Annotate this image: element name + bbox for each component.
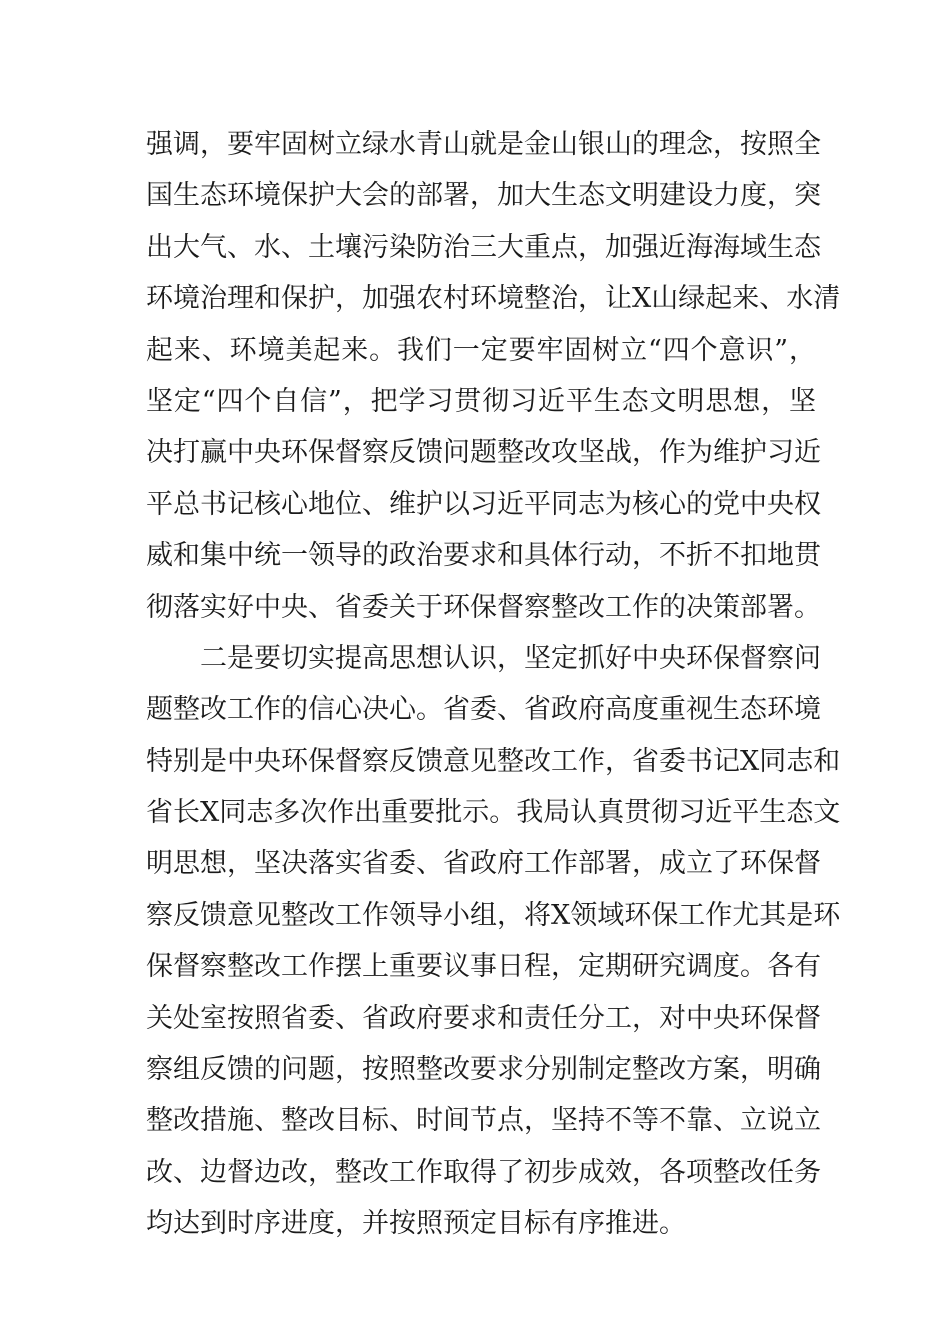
text-line: 特别是中央环保督察反馈意见整改工作，省委书记X同志和 [146,745,841,777]
text-line: 出大气、水、土壤污染防治三大重点，加强近海海域生态 [146,231,821,263]
body-text [146,119,841,1250]
text-line: 关处室按照省委、省政府要求和责任分工，对中央环保督 [146,1002,821,1034]
text-line: 省长X同志多次作出重要批示。我局认真贯彻习近平生态文 [146,797,841,829]
text-line: 环境治理和保护，加强农村环境整治，让X山绿起来、水清 [146,283,841,315]
text-line: 国生态环境保护大会的部署，加大生态文明建设力度，突 [146,180,821,212]
text-line: 强调，要牢固树立绿水青山就是金山银山的理念，按照全 [146,129,821,160]
paragraph-start-line: 二是要切实提高思想认识，坚定抓好中央环保督察问 [200,642,821,674]
text-line: 平总书记核心地位、维护以习近平同志为核心的党中央权 [146,488,821,520]
text-line: 保督察整改工作摆上重要议事日程，定期研究调度。各有 [146,951,821,983]
text-line: 察反馈意见整改工作领导小组，将X领域环保工作尤其是环 [146,899,841,931]
text-line: 题整改工作的信心决心。省委、省政府高度重视生态环境 [146,694,821,726]
text-line: 明思想，坚决落实省委、省政府工作部署，成立了环保督 [146,848,821,880]
text-line: 察组反馈的问题，按照整改要求分别制定整改方案，明确 [146,1054,821,1086]
text-line: 起来、环境美起来。我们一定要牢固树立“四个意识”， [146,334,816,366]
text-line: 整改措施、整改目标、时间节点，坚持不等不靠、立说立 [146,1105,821,1137]
text-line: 威和集中统一领导的政治要求和具体行动，不折不扣地贯 [146,540,821,572]
paragraph-end-line: 彻落实好中央、省委关于环保督察整改工作的决策部署。 [146,591,821,623]
text-line: 改、边督边改，整改工作取得了初步成效，各项整改任务 [146,1156,821,1188]
text-line: 决打赢中央环保督察反馈问题整改攻坚战，作为维护习近 [146,437,821,469]
text-line: 坚定“四个自信”，把学习贯彻习近平生态文明思想，坚 [146,385,816,417]
paragraph-end-line: 均达到时序进度，并按照预定目标有序推进。 [146,1208,686,1240]
